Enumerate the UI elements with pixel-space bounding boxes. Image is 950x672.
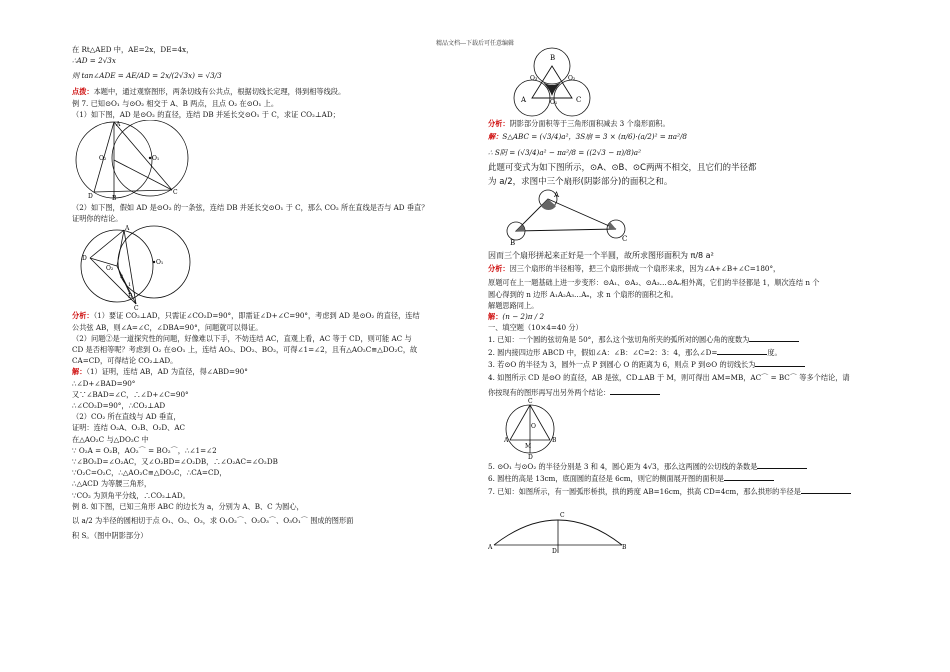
text-line: （1）如下图，AD 是⊙O₂ 的直径，连结 DB 并延长交⊙O₁ 于 C，求证 CO₂⊥AD； [72,109,340,119]
answer-blank[interactable] [749,333,799,342]
question-6: 6. 圆柱的高是 13cm，底面圆的直径是 6cm，则它的侧面展开图的面积是 [488,472,883,484]
text-line: 公共弦 AB，则∠A=∠C，∠DBA=90°，问题就可以得证。 [72,322,263,332]
hint-text: 本题中，通过观察图形，两条切线有公共点，根据切线长定理，得到相等线段。 [93,87,346,97]
label-C: C [576,96,582,104]
label-O: O [531,423,536,431]
label-O3: O₃ [530,75,538,82]
text-line: ∴∠CO₂D=90°，∴CO₂⊥AD [72,401,166,411]
label-C: C [173,189,178,197]
text-line [488,263,883,274]
label-A: A [504,437,509,445]
answer-blank[interactable] [755,358,805,367]
text-line: CD 是否相等呢？考虑到 O₂ 在⊙O₁ 上，连结 AO₂、DO₂、BO₂，可得∠1=∠2，且有△AO₂C≅△DO₂C，故 [72,345,418,355]
analysis-text: 因三个扇形的半径相等，把三个扇形拼成一个扇形来求，因为∠A+∠B+∠C=180°， [509,264,781,274]
text-line: ∵ O₂A = O₂B，AO₂⌒ = BO₂⌒，∴∠1=∠2 [72,445,217,455]
label-C: C [528,398,533,406]
analysis-text: 阴影部分面积等于三角形面积减去 3 个扇形面积。 [509,119,670,128]
text-line: 因而三个扇形拼起来正好是一个半圆，故所求图形面积为 π/8 a² [488,251,714,261]
label-D: D [528,454,533,461]
label-D: D [82,255,87,263]
text-line: （2）如下图，假如 AD 是⊙O₂ 的一条弦，连结 DB 并延长交⊙O₁ 于 C，那么 CO₂ 所在直线是否与 AD 垂直？ [72,203,429,213]
label-A: A [554,191,560,200]
label-B: B [550,54,556,62]
text-line: 原题可在上一题基础上进一步变形：⊙A₁、⊙A₂、⊙A₃…⊙Aₙ相外离，它们的半径都是 1，顺次连结 n 个 [488,278,820,288]
label-A: A [521,96,527,104]
figure-three-circles [496,44,616,118]
tag-solution: 解： [488,132,503,142]
right-column [488,44,883,553]
answer-blank[interactable] [717,346,767,355]
label-O2: O₂ [99,155,107,163]
left-column [72,44,470,541]
text-line: 证明：连结 O₂A、O₂B、O₂D、AC [72,423,186,433]
tag-analysis: 分析： [488,264,510,274]
question-4: 4. 如图所示 CD 是⊙O 的直径，AB 是弦，CD⊥AB 于 M，则可得出 AM=MB，AC⌒ = BC⌒ 等多个结论，请 [488,373,850,383]
text-line [488,311,883,322]
text-line: 为 a/2，求图中三个扇形(阴影部分)的面积之和。 [488,177,673,188]
label-C: C [622,235,628,244]
label-C: C [134,305,139,311]
text-line: 解题思路同上。 [488,300,539,310]
text-line: ∴∠D+∠BAD=90° [72,378,136,388]
question-2: 2. 圆内接四边形 ABCD 中，假如∠A：∠B：∠C=2：3：4，那么∠D= 度。 [488,347,782,357]
answer-blank[interactable] [757,460,807,469]
text-line: ∵CO₂ 为顶角平分线，∴CO₂⊥AD。 [72,490,190,500]
text-line [72,310,470,321]
text-line: 圆心得到的 n 边形 A₁A₂A₃…Aₙ，求 n 个扇形的面积之和。 [488,289,678,299]
text-line: 以 a/2 为半径的圆相切于点 O₁、O₂、O₃，求 O₁O₂⌒、O₂O₃⌒、O₃O₁⌒ 围成的图形面 [72,516,354,526]
tag-solution: 解： [72,367,87,377]
answer-blank[interactable] [724,472,774,481]
section-heading: 一、填空题（10×4=40 分） [488,323,583,333]
answer-blank[interactable] [801,485,851,494]
label-B: B [128,293,133,301]
label-B: B [552,437,557,445]
analysis-text: （1）要证 CO₂⊥AD，只需证∠CO₂D=90°，即需证∠D+∠C=90°，考虑到 AD 是⊙O₂ 的直径，连结 [93,311,420,321]
label-angle-1: 1 [128,282,132,289]
text-line: 又∵∠BAD=∠C，∴∠D+∠C=90° [72,389,189,399]
text-line [488,118,883,129]
question-4-cont: 你按现有的图形再写出另外两个结论： [488,386,883,398]
text-line: 例 8. 如下图，已知三角形 ABC 的边长为 a，分别为 A、B、C 为圆心， [72,501,304,511]
answer-blank[interactable] [610,386,660,395]
text-line: 积 S。（图中阴影部分） [72,531,148,541]
text-line [488,129,883,145]
text-line [72,86,470,97]
figure-circle-chord [500,398,560,460]
label-A: A [116,121,121,129]
label-O1: O₁ [156,259,164,267]
formula-text: S△ABC = (√3/4)a²，3S扇 = 3 × (π/6)·(a/2)² = πa²/8 [502,132,687,142]
text-line: 在 Rt△AED 中，AE=2x，DE=4x， [72,45,194,54]
formula-text: (n − 2)π / 2 [502,312,545,322]
label-B: B [112,195,117,203]
solution-text: （1）证明，连结 AB，AD 为直径，得∠ABD=90° [86,367,248,377]
label-B: B [622,543,627,551]
text-line: （2）问题②是一道探究性的问题，好像难以下手，不妨连结 AC，直观上看，AC 等于 CD，则可能 AC 与 [72,333,412,343]
label-D: D [552,547,557,553]
tag-analysis: 分析： [488,119,510,128]
tag-analysis: 分析： [72,311,94,321]
label-angle-2: 2 [120,274,124,281]
label-D: D [88,193,93,201]
label-M: M [525,443,532,451]
text-line: ∴△ACD 为等腰三角形， [72,479,152,489]
question-3: 3. 若⊙O 的半径为 3，圆外一点 P 到圆心 O 的距离为 6，则点 P 到⊙O 的切线长为 [488,358,883,370]
text-line: ∵∠BO₂D=∠O₂AC，又∠O₂BD=∠O₂DB，∴∠O₂AC=∠O₂DB [72,457,278,467]
question-1: 1. 已知：一个圆的弦切角是 50°，那么这个弦切角所夹的弧所对的圆心角的度数为 [488,333,883,345]
label-O1: O₁ [152,155,160,163]
figure-two-circles-2 [72,224,202,310]
tag-hint: 点拨： [72,87,94,97]
figure-arch-bridge [488,503,628,553]
question-5: 5. ⊙O₁ 与⊙O₂ 的半径分别是 3 和 4，圆心距为 4√3，那么这两圆的公切线的条数是 [488,460,883,472]
formula-line: ∴ S阴 = (√3/4)a² − πa²/8 = ((2√3 − π)/8)a² [488,148,641,158]
text-line: 例 7. 已知⊙O₁ 与⊙O₂ 相交于 A、B 两点，且点 O₂ 在⊙O₁ 上。 [72,98,279,108]
formula-line: ∴AD = 2√3x [72,56,116,66]
figure-triangle-circles [498,189,648,249]
figure-two-circles-1 [72,120,202,202]
text-line: CA=CD，可得结论 CO₂⊥AD。 [72,356,178,366]
text-line: 证明你的结论。 [72,214,123,224]
text-line: 在△AO₂C 与△DO₂C 中 [72,434,149,444]
label-B: B [510,239,516,248]
label-C: C [560,511,565,519]
tag-solution: 解： [488,312,503,322]
text-line [72,366,470,377]
text-line: （2）CO₂ 所在直线与 AD 垂直， [72,412,181,422]
page-header: 精品文档---下载后可任意编辑 [435,40,515,47]
label-A: A [488,543,493,551]
label-O2: O₂ [106,265,114,273]
formula-line: 则 tan∠ADE = AE/AD = 2x/(2√3x) = √3/3 [72,71,222,81]
label-O2: O₂ [568,75,576,82]
text-line: 此题可变式为如下图所示，⊙A、⊙B、⊙C两两不相交，且它们的半径都 [488,163,757,174]
question-7: 7. 已知：如图所示，有一圆弧形桥拱，拱的跨度 AB=16cm，拱高 CD=4cm，那么拱形的半径是 [488,485,883,497]
label-O1: O₁ [550,99,558,106]
label-A: A [125,225,130,233]
text-line: ∵O₂C=O₂C，∴△AO₂C≅△DO₂C，∴CA=CD， [72,468,227,478]
